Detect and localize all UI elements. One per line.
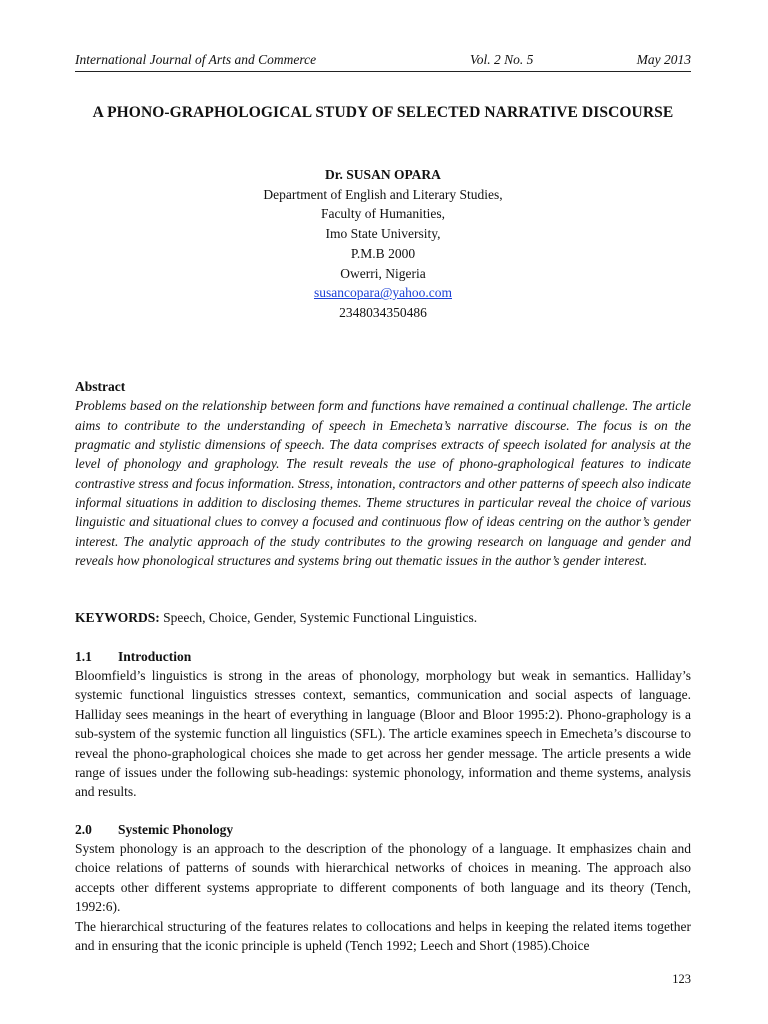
- author-email-link[interactable]: susancopara@yahoo.com: [313, 285, 452, 301]
- paper-title: A PHONO-GRAPHOLOGICAL STUDY OF SELECTED NARRATIVE DISCOURSE: [92, 104, 674, 121]
- page-number: 123: [672, 972, 691, 986]
- abstract-body: Problems based on the relationship between form and functions have remained a continual challenge. The article aims to contribute to the understanding of speech in Emecheta’s narrative discourse. The focus is on the pragmatic and stylistic dimensions of speech. The data comprises extracts of speech isolated for analysis at the level of phonology and graphology. The result reveals the use of phono-graphological features to indicate contrastive stress and focus information. Stress, intonation, contractors and other patterns of speech also indicate informal situations in addition to disclosing themes. Theme structures in particular reveal the choice of various linguistic and situational clues to convey a focused and continuous flow of ideas centring on the author’s gender interest. The analytic approach of the study contributes to the growing research on language and gender and reveals how phonological structures and systems bring out thematic issues in the author’s gender interest.: [75, 398, 691, 569]
- systemic-phonology-paragraph-1: System phonology is an approach to the description of the phonology of a language. It emphasizes chain and choice relations of patterns of sounds with hierarchical networks of choices in meaning. The approach also accepts other different systems appropriate to different components of both language and its theory (Tench, 1992:6).: [75, 841, 691, 915]
- section-heading-systemic-phonology: [75, 820, 691, 840]
- affiliation-department: Department of English and Literary Studies,: [263, 186, 503, 202]
- author-name: Dr. SUSAN OPARA: [325, 167, 441, 182]
- author-phone: 2348034350486: [339, 304, 427, 320]
- header-journal-name: International Journal of Arts and Commerce: [75, 52, 317, 67]
- section-number: 1.1: [75, 649, 92, 664]
- section-number: 2.0: [75, 822, 92, 837]
- author-block: [75, 165, 691, 323]
- keywords-text: Speech, Choice, Gender, Systemic Functional Linguistics.: [159, 610, 478, 625]
- running-header: [75, 51, 691, 72]
- section-heading-introduction: [75, 647, 691, 667]
- abstract-heading: Abstract: [75, 379, 126, 394]
- keywords-label: KEYWORDS:: [75, 610, 160, 625]
- affiliation-faculty: Faculty of Humanities,: [320, 206, 446, 222]
- abstract-section: [75, 377, 691, 570]
- keywords-line: [75, 608, 691, 628]
- header-date: May 2013: [636, 52, 691, 67]
- section-title: Introduction: [118, 649, 192, 664]
- section-title: Systemic Phonology: [118, 822, 234, 837]
- affiliation-university: Imo State University,: [325, 226, 441, 242]
- affiliation-city: Owerri, Nigeria: [340, 265, 426, 281]
- systemic-phonology-paragraph-2: The hierarchical structuring of the features relates to collocations and helps in keeping the related items together and in ensuring that the iconic principle is upheld (Tench 1992; Leech and Short (1985).Choice: [75, 919, 691, 954]
- header-volume: Vol. 2 No. 5: [470, 52, 534, 67]
- affiliation-pmb: P.M.B 2000: [350, 245, 416, 261]
- introduction-paragraph: Bloomfield’s linguistics is strong in the areas of phonology, morphology but weak in semantics. Halliday’s systemic functional linguistics stresses context, semantics, communication and social aspects of language. Halliday sees meanings in the heart of everything in language (Bloor and Bloor 1995:2). Phono-graphology is a sub-system of the systemic function all linguistics (SFL). The article examines speech in Emecheta’s discourse to reveal the phono-graphological choices she made to get across her gender message. The article presents a wide range of issues under the following sub-headings: systemic phonology, information and theme systems, analysis and results.: [75, 668, 691, 800]
